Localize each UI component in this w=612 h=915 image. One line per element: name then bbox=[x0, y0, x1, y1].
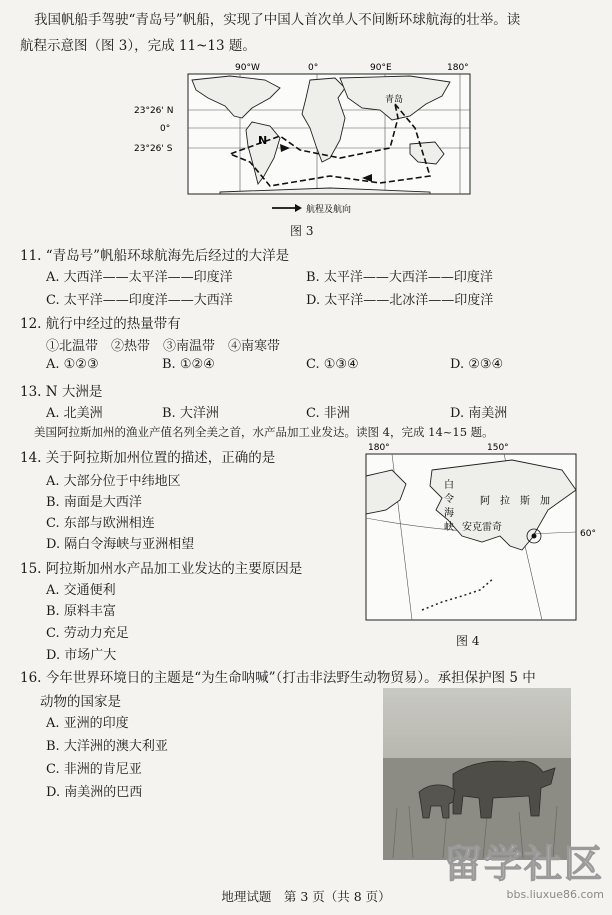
q11-option-c: C. 太平洋——印度洋——大西洋 bbox=[46, 293, 233, 308]
figure-4-caption: 图 4 bbox=[456, 634, 480, 648]
page-footer: 地理试题 第 3 页（共 8 页） bbox=[221, 889, 391, 904]
lon-label-180: 180° bbox=[447, 63, 469, 73]
q16-option-a: A. 亚洲的印度 bbox=[46, 716, 129, 731]
lat-label-60: 60° bbox=[580, 529, 596, 539]
watermark-url: bbs.liuxue86.com bbox=[506, 888, 604, 901]
watermark-main: 留学社区 bbox=[443, 842, 604, 886]
alaska-intro: 美国阿拉斯加州的渔业产值名列全美之首，水产品加工业发达。读图 4，完成 14~15 题。 bbox=[34, 425, 494, 439]
label-alaska: 阿 拉 斯 加 bbox=[480, 496, 550, 507]
q16-option-d: D. 南美洲的巴西 bbox=[46, 785, 143, 800]
label-qingdao: 青岛 bbox=[385, 95, 404, 105]
lon-label-180-alaska: 180° bbox=[368, 443, 390, 453]
lat-label-tropic-s: 23°26' S bbox=[134, 144, 173, 154]
label-anchorage: 安克雷奇 bbox=[462, 522, 502, 533]
lat-label-tropic-n: 23°26' N bbox=[134, 106, 174, 116]
q14-option-c: C. 东部与欧洲相连 bbox=[46, 516, 155, 531]
legend-label: 航程及航向 bbox=[306, 205, 352, 215]
q15-stem: 15. 阿拉斯加州水产品加工业发达的主要原因是 bbox=[20, 561, 303, 577]
q15-option-b: B. 原料丰富 bbox=[46, 604, 116, 619]
lon-label-0: 0° bbox=[308, 63, 319, 73]
intro-line-1: 我国帆船手驾驶“青岛号”帆船，实现了中国人首次单人不间断环球航海的壮举。读 bbox=[34, 12, 521, 28]
q15-option-d: D. 市场广大 bbox=[46, 648, 117, 663]
q11-option-a: A. 大西洋——太平洋——印度洋 bbox=[46, 270, 233, 285]
q13-option-c: C. 非洲 bbox=[306, 406, 350, 421]
q12-option-c: C. ①③④ bbox=[306, 357, 359, 372]
q16-option-c: C. 非洲的肯尼亚 bbox=[46, 762, 142, 777]
q12-stem: 12. 航行中经过的热量带有 bbox=[20, 316, 181, 332]
strait-char-3: 海 bbox=[444, 508, 454, 519]
q13-option-a: A. 北美洲 bbox=[46, 406, 103, 421]
lon-label-90e: 90°E bbox=[370, 63, 392, 73]
intro-line-2: 航程示意图（图 3），完成 11~13 题。 bbox=[20, 38, 256, 54]
q13-stem: 13. N 大洲是 bbox=[20, 384, 103, 400]
strait-char-1: 白 bbox=[444, 480, 454, 491]
q12-option-d: D. ②③④ bbox=[450, 357, 504, 372]
alaska-map bbox=[362, 440, 602, 625]
strait-char-4: 峡 bbox=[444, 522, 454, 533]
watermark bbox=[444, 833, 604, 901]
label-continent-n: N bbox=[258, 134, 268, 147]
q15-option-a: A. 交通便利 bbox=[46, 583, 116, 598]
q14-option-b: B. 南面是大西洋 bbox=[46, 495, 142, 510]
q12-option-a: A. ①②③ bbox=[46, 357, 99, 372]
q11-stem: 11. “青岛号”帆船环球航海先后经过的大洋是 bbox=[20, 248, 290, 264]
q11-option-d: D. 太平洋——北冰洋——印度洋 bbox=[306, 293, 494, 308]
q14-stem: 14. 关于阿拉斯加州位置的描述，正确的是 bbox=[20, 450, 276, 466]
q11-option-b: B. 太平洋——大西洋——印度洋 bbox=[306, 270, 493, 285]
lon-label-90w: 90°W bbox=[235, 63, 260, 73]
world-route-map bbox=[130, 58, 475, 228]
lat-label-equator: 0° bbox=[160, 124, 171, 134]
figure-3-caption: 图 3 bbox=[290, 224, 314, 238]
legend-arrow bbox=[295, 204, 302, 212]
q14-option-d: D. 隔白令海峡与亚洲相望 bbox=[46, 537, 195, 552]
q14-option-a: A. 大部分位于中纬地区 bbox=[46, 474, 181, 489]
lon-label-150-alaska: 150° bbox=[487, 443, 509, 453]
q15-option-c: C. 劳动力充足 bbox=[46, 626, 129, 641]
q16-stem-2: 动物的国家是 bbox=[40, 694, 121, 710]
anchorage-dot bbox=[532, 534, 537, 539]
strait-char-2: 令 bbox=[444, 494, 454, 505]
q16-stem: 16. 今年世界环境日的主题是“为生命呐喊”（打击非法野生动物贸易）。承担保护图 5 中 bbox=[20, 670, 536, 686]
q13-option-d: D. 南美洲 bbox=[450, 406, 508, 421]
q16-option-b: B. 大洋洲的澳大利亚 bbox=[46, 739, 168, 754]
q12-option-b: B. ①②④ bbox=[162, 357, 215, 372]
q12-sub: ①北温带 ②热带 ③南温带 ④南寒带 bbox=[46, 339, 281, 354]
q13-option-b: B. 大洋洲 bbox=[162, 406, 219, 421]
